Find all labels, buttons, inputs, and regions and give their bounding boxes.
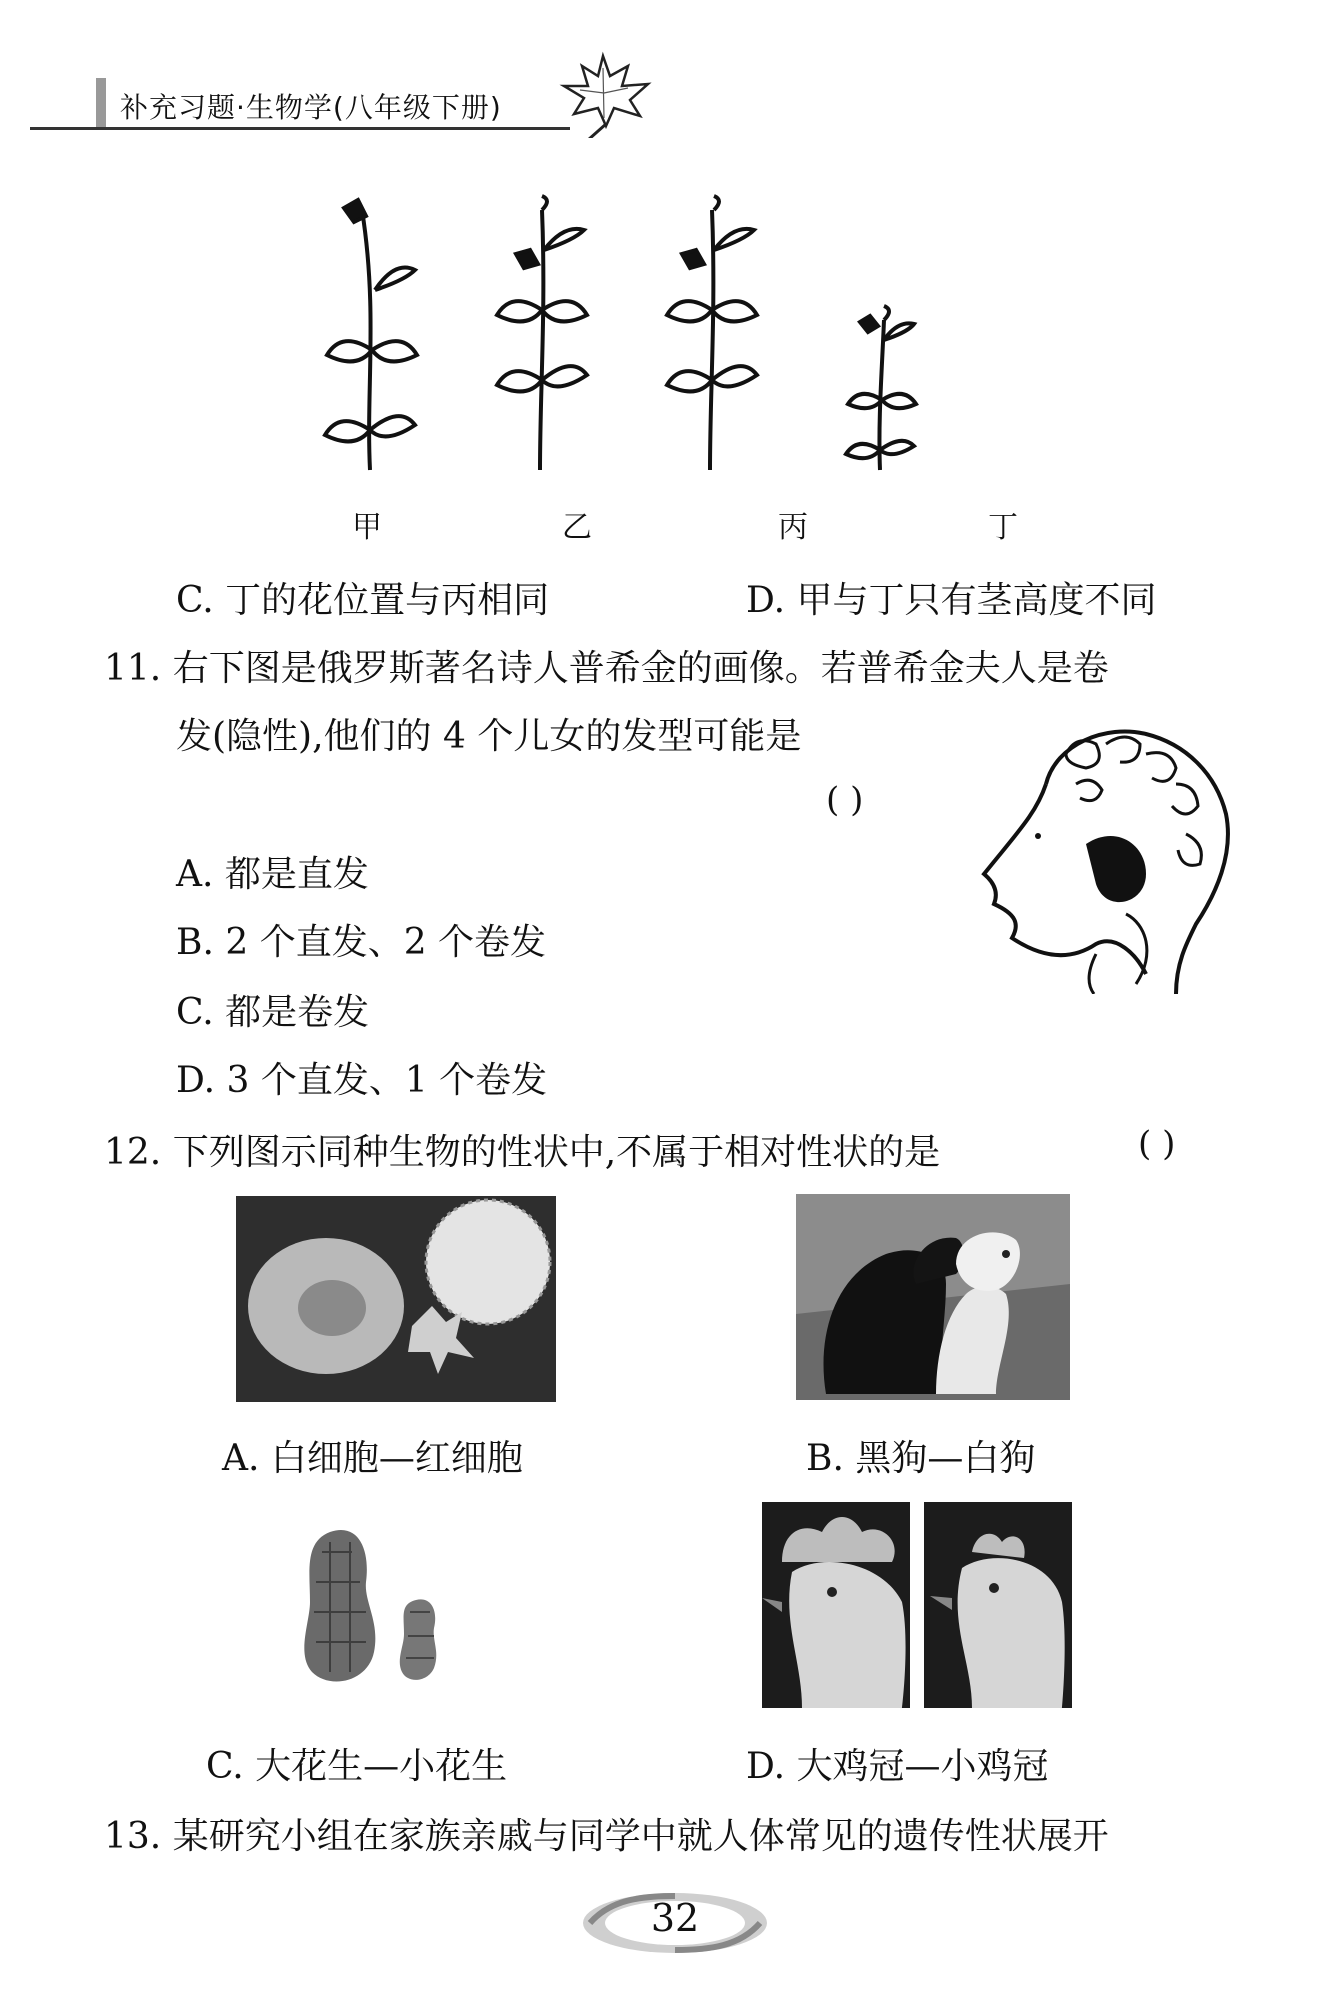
plant-yi [497, 196, 587, 470]
q12-stem: 12. 下列图示同种生物的性状中,不属于相对性状的是 [104, 1132, 941, 1173]
q11-answer-paren: ( ) [826, 780, 864, 820]
dogs-photo [796, 1194, 1070, 1400]
peanuts-photo [270, 1512, 470, 1702]
plant-label-bing: 丙 [778, 510, 808, 545]
maple-leaf-icon [548, 48, 658, 138]
q12-option-a: A. 白细胞—红细胞 [222, 1438, 523, 1479]
plant-ding [846, 306, 916, 470]
q10-option-c: C. 丁的花位置与丙相同 [176, 580, 550, 621]
q11-option-d: D. 3 个直发、1 个卷发 [176, 1060, 548, 1101]
pushkin-portrait-image [976, 724, 1246, 994]
header-accent-bar [96, 78, 106, 130]
blood-cells-photo [236, 1196, 556, 1402]
page-number: 32 [650, 1896, 700, 1940]
pea-plants-figure [300, 190, 1080, 490]
plant-label-ding: 丁 [988, 510, 1018, 545]
plant-bing [667, 196, 757, 470]
plant-label-jia: 甲 [352, 510, 382, 545]
header-rule [30, 127, 570, 130]
plant-jia [325, 200, 417, 470]
q12-option-d: D. 大鸡冠—小鸡冠 [746, 1746, 1049, 1787]
q11-option-b: B. 2 个直发、2 个卷发 [176, 922, 547, 963]
q11-stem-line2: 发(隐性),他们的 4 个儿女的发型可能是 [176, 716, 802, 757]
q12-option-b: B. 黑狗—白狗 [806, 1438, 1036, 1479]
header-title: 补充习题·生物学(八年级下册) [120, 91, 502, 124]
q11-option-a: A. 都是直发 [176, 854, 369, 895]
plant-label-yi: 乙 [562, 510, 592, 545]
q12-answer-paren: ( ) [1138, 1124, 1176, 1164]
q12-option-c: C. 大花生—小花生 [206, 1746, 508, 1787]
rooster-combs-photo [762, 1502, 1072, 1708]
q13-stem-line1: 13. 某研究小组在家族亲戚与同学中就人体常见的遗传性状展开 [104, 1816, 1109, 1857]
q11-stem-line1: 11. 右下图是俄罗斯著名诗人普希金的画像。若普希金夫人是卷 [104, 648, 1109, 689]
q10-option-d: D. 甲与丁只有茎高度不同 [746, 580, 1157, 621]
q11-option-c: C. 都是卷发 [176, 992, 370, 1033]
